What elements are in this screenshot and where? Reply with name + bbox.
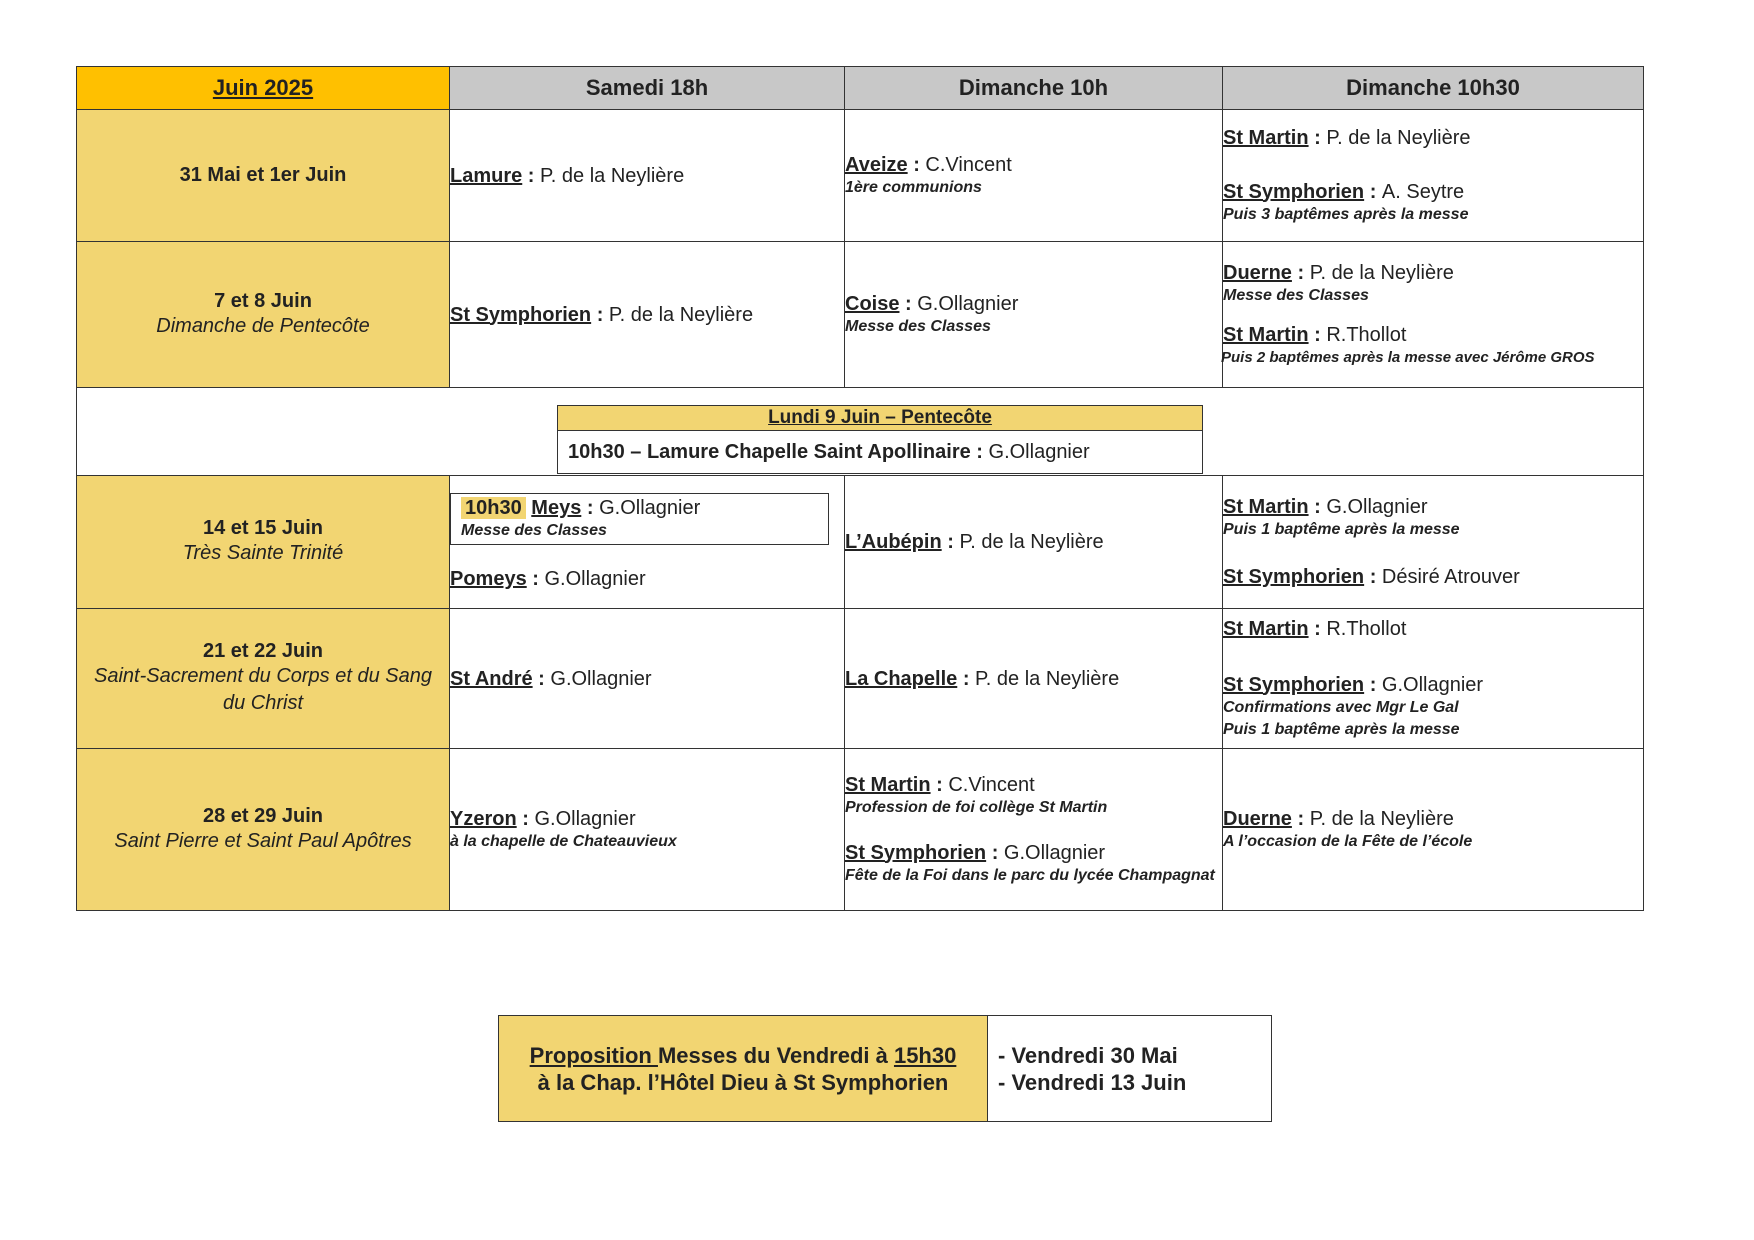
mass-entry: St André : G.Ollagnier: [450, 667, 652, 690]
mass-cell: [1223, 609, 1644, 749]
proposition-label: Proposition Messes du Vendredi à 15h30 à la Chap. l’Hôtel Dieu à St Symphorien: [499, 1016, 988, 1121]
date-cell: [77, 749, 450, 911]
col-header-sunday-10h: Dimanche 10h: [845, 67, 1223, 110]
special-mass-title: Lundi 9 Juin – Pentecôte: [558, 406, 1202, 431]
mass-note: Confirmations avec Mgr Le Gal: [1223, 698, 1459, 716]
mass-note: Puis 1 baptême après la messe: [1223, 720, 1460, 738]
mass-entry: St Martin : R.Thollot: [1223, 617, 1407, 640]
mass-note: A l’occasion de la Fête de l’école: [1223, 832, 1473, 850]
feast-label: Saint Pierre et Saint Paul Apôtres: [114, 829, 412, 852]
table-row: [77, 242, 1644, 388]
mass-cell: [1223, 476, 1644, 609]
table-row: [77, 749, 1644, 911]
mass-cell: [845, 476, 1223, 609]
col-header-saturday: Samedi 18h: [450, 67, 845, 110]
mass-entry: Duerne : P. de la Neylière: [1223, 261, 1454, 284]
mass-entry: St Martin : C.Vincent: [845, 773, 1035, 796]
date-cell: [77, 110, 450, 242]
mass-cell: [1223, 749, 1644, 911]
mass-note: Profession de foi collège St Martin: [845, 798, 1108, 816]
date-label: 31 Mai et 1er Juin: [179, 164, 347, 186]
proposition-date: - Vendredi 30 Mai: [998, 1042, 1178, 1068]
special-mass-box: [557, 405, 1203, 474]
table-row: [77, 110, 1644, 242]
mass-cell: [845, 242, 1223, 388]
date-cell: [77, 609, 450, 749]
mass-entry: St Martin : G.Ollagnier: [1223, 496, 1428, 518]
mass-cell: [450, 476, 845, 609]
mass-note: Puis 3 baptêmes après la messe: [1223, 205, 1469, 223]
mass-entry: St Symphorien : G.Ollagnier: [1223, 673, 1484, 696]
mass-note: Messe des Classes: [845, 317, 991, 335]
special-mass-entry: 10h30 – Lamure Chapelle Saint Apollinaire : G.Ollagnier: [568, 441, 1090, 463]
mass-cell: [450, 609, 845, 749]
mass-entry: Coise : G.Ollagnier: [845, 292, 1019, 315]
table-row: [77, 476, 1644, 609]
mass-entry: St Symphorien : Désiré Atrouver: [1223, 566, 1520, 588]
header-row: [77, 67, 1644, 110]
mass-entry: St Martin : P. de la Neylière: [1223, 126, 1471, 149]
proposition-box: [498, 1015, 1272, 1122]
mass-entry: Aveize : C.Vincent: [845, 153, 1012, 176]
mass-entry: La Chapelle : P. de la Neylière: [845, 667, 1120, 690]
mass-note: 1ère communions: [845, 178, 982, 196]
proposition-date: - Vendredi 13 Juin: [998, 1069, 1187, 1095]
month-header: Juin 2025: [77, 67, 450, 110]
time-highlight: 10h30: [461, 497, 526, 519]
mass-entry: Duerne : P. de la Neylière: [1223, 807, 1454, 830]
mass-entry: St Symphorien : A. Seytre: [1223, 180, 1465, 203]
mass-cell: [450, 110, 845, 242]
mass-entry: St Symphorien : G.Ollagnier: [845, 841, 1106, 864]
mass-cell: [845, 749, 1223, 911]
mass-cell: [1223, 110, 1644, 242]
mass-note: Messe des Classes: [461, 522, 607, 539]
date-label: 14 et 15 Juin: [202, 517, 324, 539]
date-label: 28 et 29 Juin: [202, 804, 324, 827]
mass-entry: Lamure : P. de la Neylière: [450, 164, 685, 187]
mass-cell: [1223, 242, 1644, 388]
mass-entry: L’Aubépin : P. de la Neylière: [845, 531, 1104, 553]
feast-label: Saint-Sacrement du Corps et du Sang du Christ: [94, 665, 432, 714]
mass-cell: [450, 242, 845, 388]
date-cell: [77, 476, 450, 609]
mass-entry: St Symphorien : P. de la Neylière: [450, 303, 754, 326]
mass-note: Puis 2 baptêmes après la messe avec Jérôme GROS: [1221, 348, 1595, 366]
date-label: 21 et 22 Juin: [202, 640, 324, 662]
table-row: [77, 609, 1644, 749]
mass-entry: Yzeron : G.Ollagnier: [450, 807, 636, 830]
mass-note: Puis 1 baptême après la messe: [1223, 521, 1460, 538]
mass-cell: [450, 749, 845, 911]
mass-note: Fête de la Foi dans le parc du lycée Champagnat: [845, 866, 1215, 884]
date-label: 7 et 8 Juin: [214, 289, 312, 312]
col-header-sunday-10h30: Dimanche 10h30: [1223, 67, 1644, 110]
mass-cell: [845, 609, 1223, 749]
proposition-dates: [988, 1016, 1186, 1121]
mass-entry: St Martin : R.Thollot: [1223, 323, 1407, 346]
boxed-mass-entry: 10h30 Meys : G.Ollagnier Messe des Classes: [450, 493, 829, 545]
date-cell: [77, 242, 450, 388]
feast-label: Dimanche de Pentecôte: [156, 314, 370, 337]
mass-note: Messe des Classes: [1223, 286, 1369, 304]
mass-note: à la chapelle de Chateauvieux: [450, 832, 677, 850]
feast-label: Très Sainte Trinité: [182, 542, 344, 564]
schedule-table: [76, 66, 1644, 911]
mass-entry: Pomeys : G.Ollagnier: [450, 568, 646, 590]
mass-cell: [845, 110, 1223, 242]
